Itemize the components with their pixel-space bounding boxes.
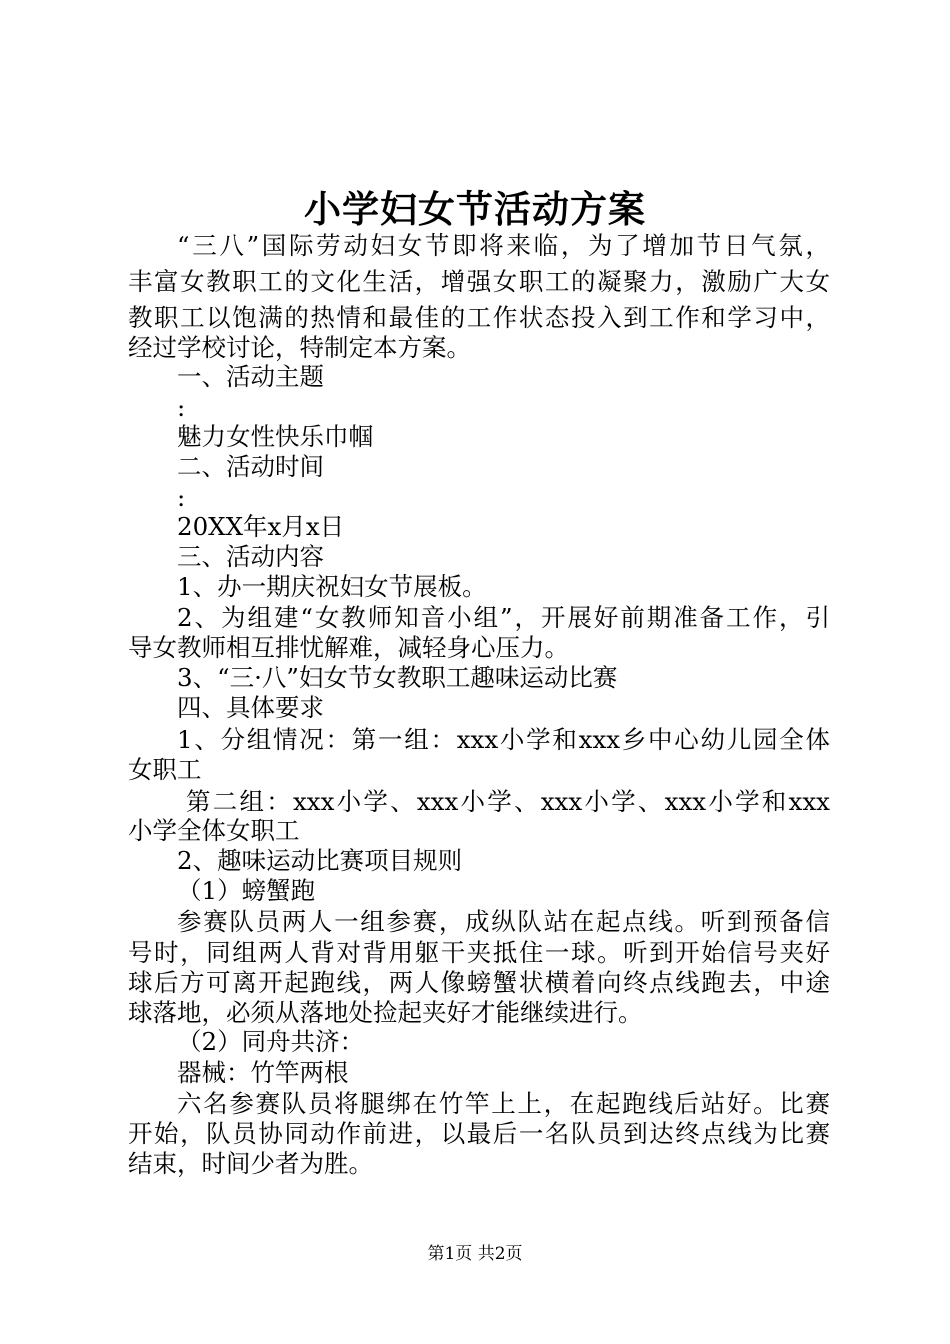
paragraph-line: 教职工以饱满的热情和最佳的工作状态投入到工作和学习中， xyxy=(128,303,830,332)
paragraph-line: （1）螃蟹跑 xyxy=(177,876,316,905)
paragraph-line: 2、为组建“女教师知音小组”，开展好前期准备工作，引 xyxy=(177,603,830,632)
section-heading: 二、活动时间 xyxy=(177,452,324,481)
paragraph-line: “三八”国际劳动妇女节即将来临，为了增加节日气氛， xyxy=(177,231,830,260)
paragraph-line: 3、“三·八”妇女节女教职工趣味运动比赛 xyxy=(177,663,618,692)
colon-line: : xyxy=(177,393,186,422)
section-heading: 一、活动主题 xyxy=(177,362,324,391)
paragraph-line: 1、办一期庆祝妇女节展板。 xyxy=(177,572,487,601)
paragraph-line: （2）同舟共济： xyxy=(177,1027,365,1056)
section-heading: 三、活动内容 xyxy=(177,542,324,571)
paragraph-line: 号时，同组两人背对背用躯干夹抵住一球。听到开始信号夹好 xyxy=(128,938,830,967)
paragraph-line: 开始，队员协同动作前进，以最后一名队员到达终点线为比赛 xyxy=(128,1119,830,1148)
paragraph-line: 丰富女教职工的文化生活，增强女职工的凝聚力，激励广大女 xyxy=(128,267,830,296)
page-footer: 第1页 共2页 xyxy=(427,1244,523,1264)
paragraph-line: 女职工 xyxy=(128,755,202,784)
paragraph-line: 导女教师相互排忧解难，减轻身心压力。 xyxy=(128,633,569,662)
paragraph-line: 第二组：xxx小学、xxx小学、xxx小学、xxx小学和xxx xyxy=(186,787,830,816)
paragraph-line: 1、分组情况：第一组：xxx小学和xxx乡中心幼儿园全体 xyxy=(177,725,830,754)
paragraph-line: 球落地，必须从落地处捡起夹好才能继续进行。 xyxy=(128,998,643,1027)
document-title: 小学妇女节活动方案 xyxy=(304,187,646,231)
paragraph-line: 魅力女性快乐巾帼 xyxy=(177,422,373,451)
paragraph-line: 参赛队员两人一组参赛，成纵队站在起点线。听到预备信 xyxy=(177,907,830,936)
paragraph-line: 六名参赛队员将腿绑在竹竿上上，在起跑线后站好。比赛 xyxy=(177,1089,830,1118)
paragraph-line: 球后方可离开起跑线，两人像螃蟹状横着向终点线跑去，中途 xyxy=(128,968,830,997)
paragraph-line: 小学全体女职工 xyxy=(128,816,300,845)
paragraph-line: 20XX年x月x日 xyxy=(177,512,345,541)
section-heading: 四、具体要求 xyxy=(177,693,324,722)
paragraph-line: 器械：竹竿两根 xyxy=(177,1058,349,1087)
paragraph-line: 2、趣味运动比赛项目规则 xyxy=(177,846,463,875)
colon-line: : xyxy=(177,483,186,512)
paragraph-line: 经过学校讨论，特制定本方案。 xyxy=(128,333,471,362)
paragraph-line: 结束，时间少者为胜。 xyxy=(128,1149,373,1178)
